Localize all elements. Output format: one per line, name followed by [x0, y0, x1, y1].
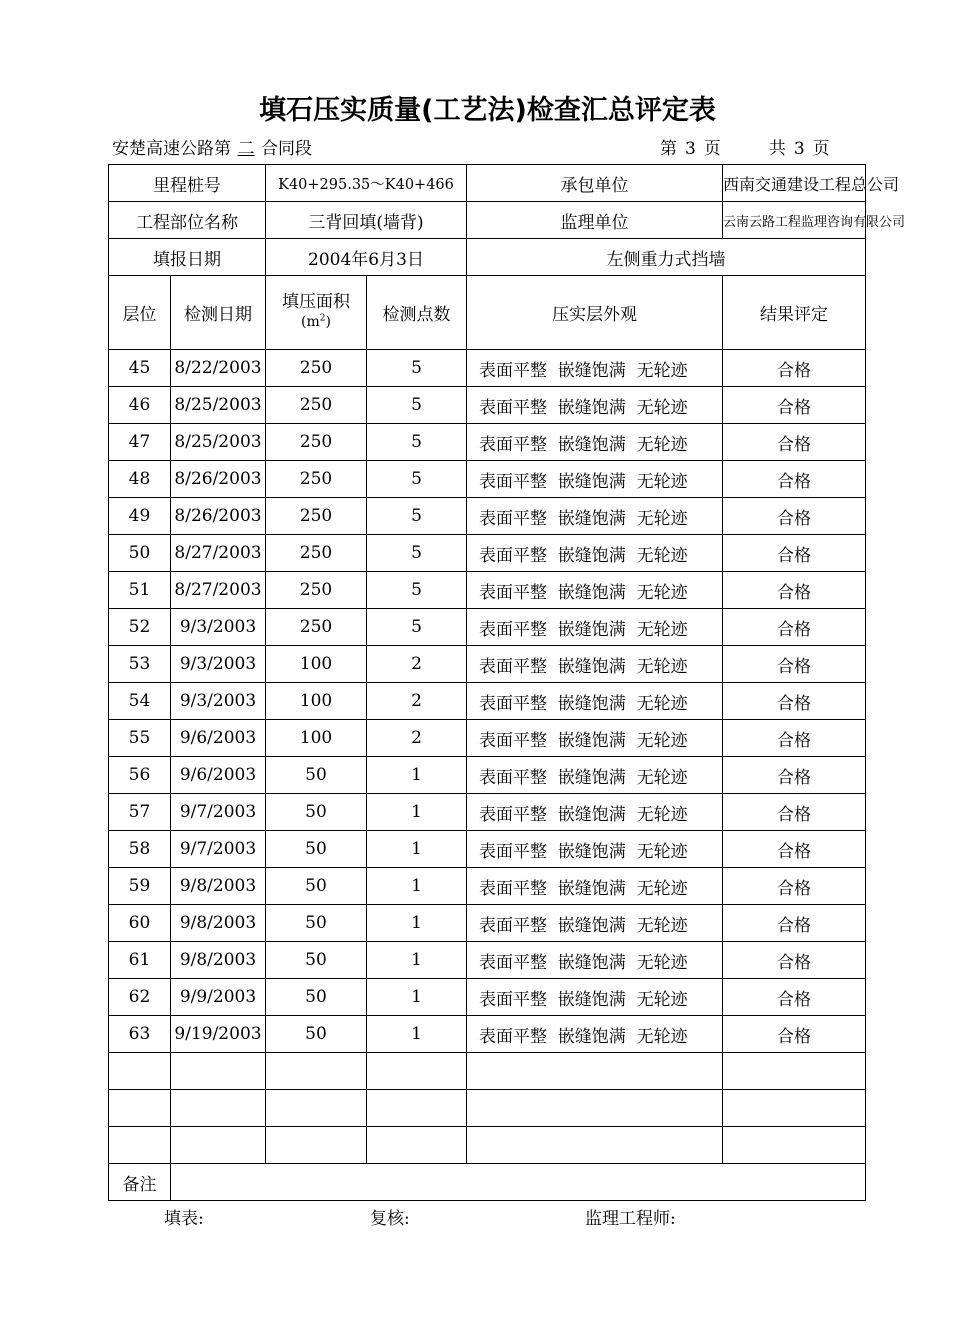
- project-prefix: 安楚高速公路第: [112, 139, 231, 159]
- col-appearance: 压实层外观: [467, 276, 723, 350]
- part-label: 工程部位名称: [109, 202, 266, 239]
- table-row: [109, 868, 866, 905]
- cell-area: 250: [266, 350, 367, 387]
- cell-area: 250: [266, 461, 367, 498]
- empty-row: [109, 1090, 866, 1127]
- cell-check-date: 9/3/2003: [171, 609, 266, 646]
- unit-a: (m: [301, 314, 320, 331]
- table-row: [109, 794, 866, 831]
- cell-check-date: 9/9/2003: [171, 979, 266, 1016]
- cell-result: 合格: [723, 646, 866, 683]
- cell-points: 1: [367, 979, 467, 1016]
- table-row: [109, 1016, 866, 1053]
- unit-sup: 2: [319, 313, 326, 324]
- cell-layer: 63: [109, 1016, 171, 1053]
- cell-appearance: 表面平整 嵌缝饱满 无轮迹: [467, 461, 723, 498]
- cell-layer: 50: [109, 535, 171, 572]
- cell-points: 5: [367, 424, 467, 461]
- cell-check-date: 9/6/2003: [171, 757, 266, 794]
- table-row: [109, 831, 866, 868]
- project-suffix: 合同段: [261, 139, 312, 159]
- cell-appearance: 表面平整 嵌缝饱满 无轮迹: [467, 646, 723, 683]
- section-number: 二: [237, 139, 255, 159]
- cell-area: 250: [266, 424, 367, 461]
- cell-area: 250: [266, 535, 367, 572]
- cell-result: 合格: [723, 757, 866, 794]
- cell-points: 2: [367, 646, 467, 683]
- cell-points: 5: [367, 572, 467, 609]
- contractor-value: 西南交通建设工程总公司: [723, 165, 866, 202]
- cell-result: 合格: [723, 831, 866, 868]
- cell-result: 合格: [723, 535, 866, 572]
- cell-result: 合格: [723, 350, 866, 387]
- cell-result: 合格: [723, 424, 866, 461]
- project-section: [112, 134, 312, 159]
- cell-layer: 46: [109, 387, 171, 424]
- cell-check-date: 8/25/2003: [171, 424, 266, 461]
- total-label-suffix: 页: [812, 139, 830, 159]
- col-check-date: 检测日期: [171, 276, 266, 350]
- cell-appearance: 表面平整 嵌缝饱满 无轮迹: [467, 424, 723, 461]
- cell-points: 1: [367, 942, 467, 979]
- col-layer: 层位: [109, 276, 171, 350]
- table-row: [109, 942, 866, 979]
- cell-area: 250: [266, 609, 367, 646]
- cell-appearance: 表面平整 嵌缝饱满 无轮迹: [467, 794, 723, 831]
- cell-layer: 57: [109, 794, 171, 831]
- cell-check-date: 9/19/2003: [171, 1016, 266, 1053]
- cell-check-date: 8/27/2003: [171, 535, 266, 572]
- table-row: [109, 646, 866, 683]
- cell-layer: 45: [109, 350, 171, 387]
- unit-b: ): [325, 314, 331, 331]
- cell-points: 5: [367, 387, 467, 424]
- cell-area: 100: [266, 683, 367, 720]
- cell-appearance: 表面平整 嵌缝饱满 无轮迹: [467, 831, 723, 868]
- supervisor-value: 云南云路工程监理咨询有限公司: [723, 202, 866, 239]
- table-row: [109, 350, 866, 387]
- table-row: [109, 757, 866, 794]
- total-pages: 3: [793, 139, 805, 159]
- cell-area: 50: [266, 868, 367, 905]
- cell-appearance: 表面平整 嵌缝饱满 无轮迹: [467, 979, 723, 1016]
- cell-result: 合格: [723, 572, 866, 609]
- cell-layer: 62: [109, 979, 171, 1016]
- page-label-suffix: 页: [703, 139, 721, 159]
- table-row: [109, 979, 866, 1016]
- cell-layer: 53: [109, 646, 171, 683]
- cell-layer: 54: [109, 683, 171, 720]
- cell-layer: 51: [109, 572, 171, 609]
- cell-layer: 47: [109, 424, 171, 461]
- table-row: [109, 683, 866, 720]
- remarks-value: [171, 1164, 866, 1201]
- table-row: [109, 572, 866, 609]
- cell-layer: 58: [109, 831, 171, 868]
- date-value: 2004年6月3日: [266, 239, 467, 276]
- cell-area: 50: [266, 905, 367, 942]
- table-row: [109, 424, 866, 461]
- page-indicator: [660, 134, 838, 159]
- cell-result: 合格: [723, 387, 866, 424]
- cell-result: 合格: [723, 461, 866, 498]
- table-row: [109, 387, 866, 424]
- table-row: [109, 609, 866, 646]
- cell-area: 50: [266, 794, 367, 831]
- cell-check-date: 9/6/2003: [171, 720, 266, 757]
- cell-area: 250: [266, 498, 367, 535]
- location-value: 左侧重力式挡墙: [467, 239, 866, 276]
- cell-area: 250: [266, 387, 367, 424]
- cell-points: 2: [367, 683, 467, 720]
- cell-check-date: 8/26/2003: [171, 498, 266, 535]
- contractor-label: 承包单位: [467, 165, 723, 202]
- cell-check-date: 9/8/2003: [171, 868, 266, 905]
- cell-points: 5: [367, 498, 467, 535]
- cell-appearance: 表面平整 嵌缝饱满 无轮迹: [467, 350, 723, 387]
- empty-row: [109, 1127, 866, 1164]
- cell-points: 1: [367, 868, 467, 905]
- part-value: 三背回填(墙背): [266, 202, 467, 239]
- cell-points: 5: [367, 609, 467, 646]
- cell-appearance: 表面平整 嵌缝饱满 无轮迹: [467, 535, 723, 572]
- cell-appearance: 表面平整 嵌缝饱满 无轮迹: [467, 720, 723, 757]
- cell-appearance: 表面平整 嵌缝饱满 无轮迹: [467, 942, 723, 979]
- col-points: 检测点数: [367, 276, 467, 350]
- cell-layer: 59: [109, 868, 171, 905]
- cell-result: 合格: [723, 498, 866, 535]
- cell-appearance: 表面平整 嵌缝饱满 无轮迹: [467, 498, 723, 535]
- cell-check-date: 8/25/2003: [171, 387, 266, 424]
- info-row: [109, 202, 866, 239]
- cell-points: 1: [367, 757, 467, 794]
- cell-points: 2: [367, 720, 467, 757]
- cell-result: 合格: [723, 1016, 866, 1053]
- col-area: [266, 276, 367, 350]
- remarks-row: [109, 1164, 866, 1201]
- empty-row: [109, 1053, 866, 1090]
- page-label: 第: [660, 139, 677, 159]
- cell-points: 1: [367, 1016, 467, 1053]
- cell-points: 1: [367, 794, 467, 831]
- col-result: 结果评定: [723, 276, 866, 350]
- filler-label: 填表:: [164, 1209, 204, 1229]
- remarks-label: 备注: [109, 1164, 171, 1201]
- cell-layer: 56: [109, 757, 171, 794]
- cell-points: 5: [367, 350, 467, 387]
- cell-area: 100: [266, 646, 367, 683]
- cell-points: 5: [367, 461, 467, 498]
- mileage-label: 里程桩号: [109, 165, 266, 202]
- cell-appearance: 表面平整 嵌缝饱满 无轮迹: [467, 868, 723, 905]
- summary-table: [108, 164, 906, 1201]
- cell-layer: 49: [109, 498, 171, 535]
- cell-layer: 61: [109, 942, 171, 979]
- cell-result: 合格: [723, 868, 866, 905]
- cell-area: 50: [266, 831, 367, 868]
- cell-check-date: 8/26/2003: [171, 461, 266, 498]
- cell-check-date: 9/8/2003: [171, 905, 266, 942]
- col-area-unit: [301, 314, 331, 330]
- cell-appearance: 表面平整 嵌缝饱满 无轮迹: [467, 1016, 723, 1053]
- cell-layer: 48: [109, 461, 171, 498]
- info-row: [109, 165, 866, 202]
- page-title: 填石压实质量(工艺法)检查汇总评定表: [259, 95, 716, 126]
- cell-layer: 52: [109, 609, 171, 646]
- cell-area: 50: [266, 942, 367, 979]
- cell-appearance: 表面平整 嵌缝饱满 无轮迹: [467, 905, 723, 942]
- total-label: 共: [768, 139, 786, 159]
- cell-check-date: 9/8/2003: [171, 942, 266, 979]
- cell-result: 合格: [723, 905, 866, 942]
- cell-area: 50: [266, 1016, 367, 1053]
- cell-result: 合格: [723, 720, 866, 757]
- cell-points: 5: [367, 535, 467, 572]
- cell-appearance: 表面平整 嵌缝饱满 无轮迹: [467, 572, 723, 609]
- cell-check-date: 9/7/2003: [171, 831, 266, 868]
- cell-area: 50: [266, 757, 367, 794]
- cell-appearance: 表面平整 嵌缝饱满 无轮迹: [467, 609, 723, 646]
- date-label: 填报日期: [109, 239, 266, 276]
- cell-result: 合格: [723, 609, 866, 646]
- table-row: [109, 498, 866, 535]
- info-row: [109, 239, 866, 276]
- reviewer-label: 复核:: [370, 1209, 410, 1229]
- cell-check-date: 9/3/2003: [171, 683, 266, 720]
- cell-points: 1: [367, 831, 467, 868]
- col-area-label: 填压面积: [282, 291, 350, 312]
- cell-result: 合格: [723, 794, 866, 831]
- column-header-row: [109, 276, 866, 350]
- cell-check-date: 8/27/2003: [171, 572, 266, 609]
- cell-layer: 55: [109, 720, 171, 757]
- cell-result: 合格: [723, 979, 866, 1016]
- cell-appearance: 表面平整 嵌缝饱满 无轮迹: [467, 387, 723, 424]
- page-number: 3: [685, 139, 696, 159]
- cell-appearance: 表面平整 嵌缝饱满 无轮迹: [467, 757, 723, 794]
- cell-result: 合格: [723, 942, 866, 979]
- cell-area: 250: [266, 572, 367, 609]
- cell-layer: 60: [109, 905, 171, 942]
- cell-appearance: 表面平整 嵌缝饱满 无轮迹: [467, 683, 723, 720]
- cell-check-date: 9/7/2003: [171, 794, 266, 831]
- table-row: [109, 535, 866, 572]
- supervisor-label: 监理单位: [467, 202, 723, 239]
- table-row: [109, 720, 866, 757]
- cell-area: 100: [266, 720, 367, 757]
- cell-points: 1: [367, 905, 467, 942]
- cell-check-date: 8/22/2003: [171, 350, 266, 387]
- table-row: [109, 461, 866, 498]
- cell-result: 合格: [723, 683, 866, 720]
- cell-area: 50: [266, 979, 367, 1016]
- table-row: [109, 905, 866, 942]
- engineer-label: 监理工程师:: [585, 1209, 676, 1229]
- mileage-value: K40+295.35～K40+466: [266, 165, 467, 202]
- cell-check-date: 9/3/2003: [171, 646, 266, 683]
